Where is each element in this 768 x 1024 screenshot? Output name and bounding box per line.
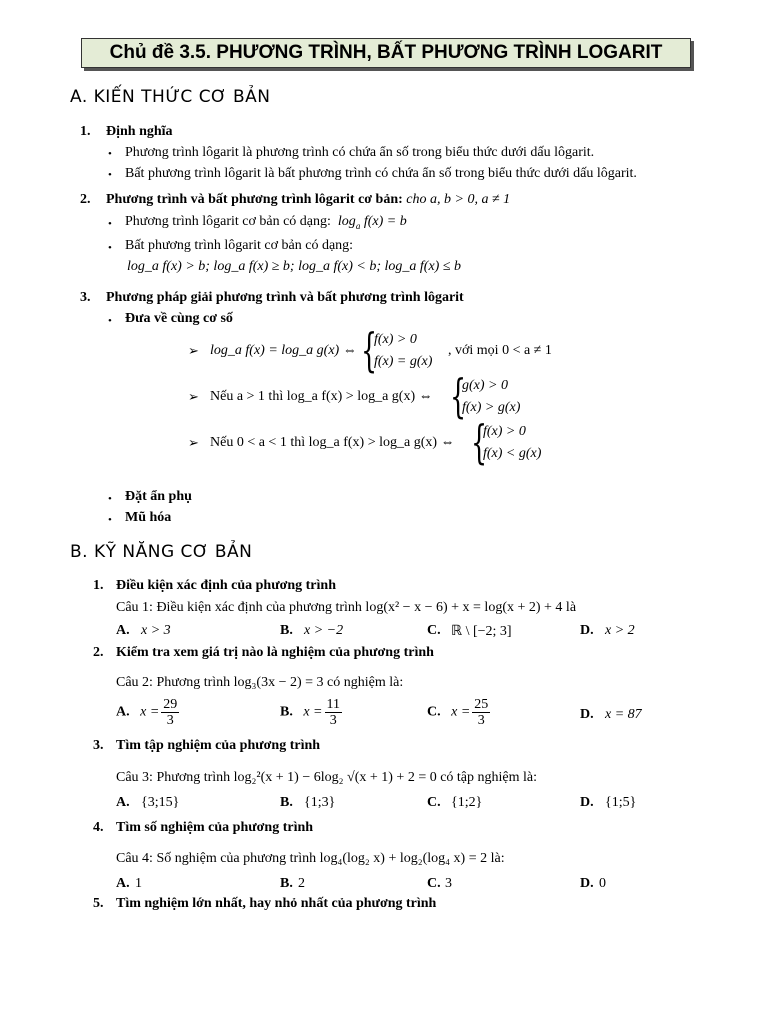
option-label: B. [280,876,293,891]
rule-2-top: g(x) > 0 [462,378,508,393]
b2-option-a: A. x = $\frac{29}{3}$ [116,697,178,728]
a3-bullet-1: Đưa về cùng cơ số [125,311,233,326]
b5-heading: Tìm nghiệm lớn nhất, hay nhỏ nhất của phương trình [116,896,437,911]
a1-bullet-1: Phương trình lôgarit là phương trình có chứa ẩn số trong biểu thức dưới dấu lôgarit. [125,145,595,160]
b2-option-c: C. x = $\frac{25}{3}$ [427,697,489,728]
b1-question: Câu 1: Điều kiện xác định của phương trình log(x² − x − 6) + x = log(x + 2) + 4 là [116,600,577,615]
b2-option-d: x = 87 [605,707,642,722]
option-label: C. [427,876,441,891]
a3-bullet-2: Đặt ẩn phụ [125,489,192,504]
b3-option-a: {3;15} [141,795,180,810]
b3-heading: Tìm tập nghiệm của phương trình [116,738,321,753]
b1-option-c: ℝ \ [−2; 3] [451,624,512,639]
a2-condition: cho a, b > 0, a ≠ 1 [402,192,511,207]
option-label: A. [116,623,130,638]
bullet-icon: • [108,148,112,160]
option-label: C. [427,795,441,810]
b2-heading: Kiểm tra xem giá trị nào là nghiệm của phương trình [116,645,434,660]
b3-option-b: {1;3} [304,795,336,810]
a2-line [106,192,510,208]
option-label: D. [580,795,594,810]
rule-2-bottom: f(x) > g(x) [462,400,521,415]
option-label: A. [116,795,130,810]
option-label: B. [280,795,293,810]
option-label: C. [427,623,441,638]
arrow-icon: ➢ [188,435,199,450]
section-a-heading: A. KIẾN THỨC CƠ BẢN [70,87,271,107]
bullet-icon: • [108,514,112,526]
b2-num: 2. [93,645,104,660]
rule-3-left: Nếu 0 < a < 1 thì log_a f(x) > log_a g(x) ⇔ [210,435,455,450]
arrow-icon: ➢ [188,343,199,358]
a2-bullet-2: Bất phương trình lôgarit cơ bản có dạng: [125,238,354,253]
b5-num: 5. [93,896,104,911]
b2-option-b: B. x = $\frac{11}{3}$ [280,697,340,728]
b4-num: 4. [93,820,104,835]
title-box [81,38,691,68]
b3-option-c: {1;2} [451,795,483,810]
a2-b1-formula: $\log_a f(x) = b$ [337,214,407,231]
b4-option-d: 0 [599,876,606,891]
rule-1-left: log_a f(x) = log_a g(x) ⇔ [210,343,357,358]
option-label: D. [580,623,594,638]
a2-b1-text: Phương trình lôgarit cơ bản có dạng: [125,214,331,229]
rule-1-tail: , với mọi 0 < a ≠ 1 [448,343,552,358]
a3-num: 3. [80,290,91,305]
option-label: A. [116,876,130,891]
b3-question: Câu 3: Phương trình log₂²(x + 1) − 6log₂ √(x + 1) + 2 = 0 có tập nghiệm là: [116,770,538,785]
b1-option-b: x > −2 [304,623,344,638]
a1-num: 1. [80,124,91,139]
option-label: D. [580,876,594,891]
brace-icon: { [361,323,378,377]
b4-option-b: 2 [298,876,305,891]
b1-option-a: x > 3 [141,623,171,638]
rule-3-top: f(x) > 0 [483,424,526,439]
option-label: D. [580,707,594,722]
bullet-icon: • [108,493,112,505]
a2-num: 2. [80,192,91,207]
rule-1-bottom: f(x) = g(x) [374,354,433,369]
a1-bullet-2: Bất phương trình lôgarit là bất phương trình có chứa ẩn số trong biểu thức dưới dấu lôgarit. [125,166,637,181]
a3-bullet-3: Mũ hóa [125,510,172,525]
a2-bullet-1 [125,214,407,231]
bullet-icon: • [108,218,112,230]
b4-option-a: 1 [135,876,142,891]
b1-num: 1. [93,578,104,593]
b3-num: 3. [93,738,104,753]
a2-heading: Phương trình và bất phương trình lôgarit cơ bản: [106,192,403,207]
b4-heading: Tìm số nghiệm của phương trình [116,820,314,835]
b1-option-d: x > 2 [605,623,635,638]
a1-heading: Định nghĩa [106,124,173,139]
option-label: B. [280,623,293,638]
rule-1-top: f(x) > 0 [374,332,417,347]
brace-icon: { [471,415,488,469]
b4-option-c: 3 [445,876,452,891]
section-b-heading: B. KỸ NĂNG CƠ BẢN [70,542,253,562]
rule-3-bottom: f(x) < g(x) [483,446,542,461]
b3-option-d: {1;5} [605,795,637,810]
bullet-icon: • [108,315,112,327]
arrow-icon: ➢ [188,389,199,404]
bullet-icon: • [108,169,112,181]
brace-icon: { [450,369,467,423]
bullet-icon: • [108,242,112,254]
a3-heading: Phương pháp giải phương trình và bất phương trình lôgarit [106,290,464,305]
b4-question: Câu 4: Số nghiệm của phương trình log₄(log₂ x) + log₂(log₄ x) = 2 là: [116,851,505,866]
rule-2-left: Nếu a > 1 thì log_a f(x) > log_a g(x) ⇔ [210,389,433,404]
b2-question: Câu 2: Phương trình log₃(3x − 2) = 3 có nghiệm là: [116,675,404,690]
b1-heading: Điều kiện xác định của phương trình [116,578,336,593]
page-title: Chủ đề 3.5. PHƯƠNG TRÌNH, BẤT PHƯƠNG TRÌNH LOGARIT [109,42,663,63]
a2-b2-formula: log_a f(x) > b; log_a f(x) ≥ b; log_a f(x) < b; log_a f(x) ≤ b [127,259,462,274]
